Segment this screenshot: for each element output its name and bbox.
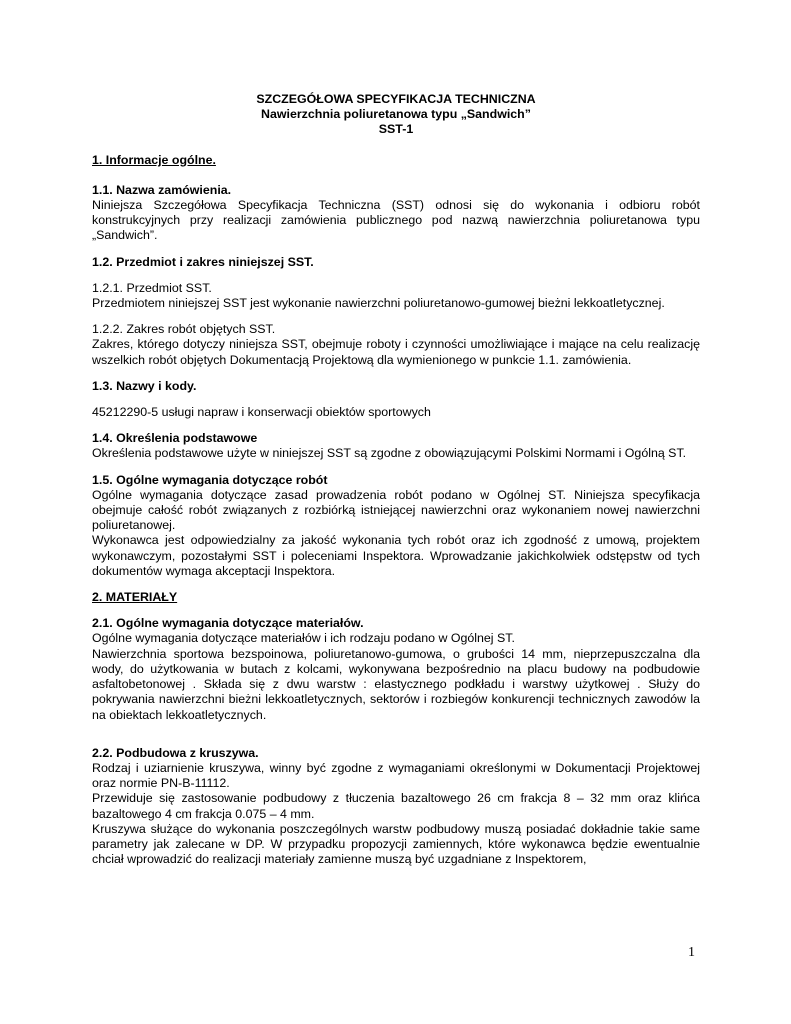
section-1-2-1-text: Przedmiotem niniejszej SST jest wykonanie nawierzchni poliuretanowo-gumowej bieżni lekkoatletycznej. (92, 296, 665, 311)
section-1-3-text: 45212290-5 usługi napraw i konserwacji obiektów sportowych (92, 405, 431, 420)
section-1-3-heading: 1.3. Nazwy i kody. (92, 378, 197, 393)
section-1-4-text: Określenia podstawowe użyte w niniejszej SST są zgodne z obowiązującymi Polskimi Normami i Ogólną ST. (92, 446, 687, 461)
document-title (92, 92, 700, 138)
section-2-1-text-1: Ogólne wymagania dotyczące materiałów i ich rodzaju podano w Ogólnej ST. (92, 631, 515, 646)
section-1-4-heading: 1.4. Określenia podstawowe (92, 431, 258, 446)
section-1-2-2-text: Zakres, którego dotyczy niniejsza SST, obejmuje roboty i czynności umożliwiające i mające na celu realizację wszelkich robót objętych Dokumentacją Projektową dla wymienionego w punkcie 1.1. zamówienia. (92, 337, 700, 367)
title-line-2: Nawierzchnia poliuretanowa typu „Sandwich” (261, 107, 531, 122)
section-2-heading: 2. MATERIAŁY (92, 590, 178, 605)
title-line-3: SST-1 (378, 122, 414, 137)
section-2-1-heading: 2.1. Ogólne wymagania dotyczące materiałów. (92, 616, 364, 631)
section-1-1-heading: 1.1. Nazwa zamówienia. (92, 182, 232, 197)
section-1-5-text-1: Ogólne wymagania dotyczące zasad prowadzenia robót podano w Ogólnej ST. Niniejsza specyfikacja obejmuje całość robót związanych z rozbiórką istniejącej nawierzchni oraz wykonaniem nowej nawierzchni poliuretanowej. (92, 487, 700, 533)
section-2-2-text-2: Przewiduje się zastosowanie podbudowy z tłuczenia bazaltowego 26 cm frakcja 8 – 32 mm oraz klińca bazaltowego 4 cm frakcja 0.075 – 4 mm. (92, 791, 700, 821)
section-2-2-text-3: Kruszywa służące do wykonania poszczególnych warstw podbudowy muszą posiadać dokładnie takie same parametry jak zalecane w DP. W przypadku propozycji zamiennych, które wykonawca będzie ewentualnie chciał wprowadzić do realizacji materiały zamienne muszą być uzgadniane z Inspektorem, (92, 821, 700, 867)
section-2-1-text-2: Nawierzchnia sportowa bezspoinowa, poliuretanowo-gumowa, o grubości 14 mm, nieprzepuszczalna dla wody, do użytkowania w butach z kolcami, wykonywana bezpośrednio na placu budowy na podbudowie asfaltobetonowej . Składa się z dwu warstw : elastycznego podkładu i warstwy użytkowej . Służy do pokrywania nawierzchni bieżni lekkoatletycznych, sektorów i rozbiegów konkurencji technicznych zawodów la na obiektach lekkoatletycznych. (92, 646, 700, 722)
section-2-2-heading: 2.2. Podbudowa z kruszywa. (92, 745, 259, 760)
section-1-5-text-2: Wykonawca jest odpowiedzialny za jakość wykonania tych robót oraz ich zgodność z umową, projektem wykonawczym, pozostałymi SST i poleceniami Inspektora. Wprowadzanie jakichkolwiek odstępstw od tych dokumentów wymaga akceptacji Inspektora. (92, 533, 700, 578)
section-1-2-2-label: 1.2.2. Zakres robót objętych SST. (92, 322, 276, 337)
section-1-5-heading: 1.5. Ogólne wymagania dotyczące robót (92, 472, 328, 487)
title-line-1: SZCZEGÓŁOWA SPECYFIKACJA TECHNICZNA (256, 92, 536, 106)
section-2-2-text-1: Rodzaj i uziarnienie kruszywa, winny być zgodne z wymaganiami określonymi w Dokumentacji Projektowej oraz normie PN-B-11112. (92, 760, 700, 791)
document-page (92, 92, 700, 867)
section-1-heading: 1. Informacje ogólne. (92, 152, 216, 167)
page-number: 1 (688, 945, 695, 960)
section-1-2-1-label: 1.2.1. Przedmiot SST. (92, 280, 212, 295)
section-1-2-heading: 1.2. Przedmiot i zakres niniejszej SST. (92, 254, 314, 269)
section-1-1-text: Niniejsza Szczegółowa Specyfikacja Techniczna (SST) odnosi się do wykonania i odbioru robót konstrukcyjnych przy realizacji zamówienia publicznego pod nazwą nawierzchnia poliuretanowa typu „Sandwich”. (92, 198, 700, 243)
